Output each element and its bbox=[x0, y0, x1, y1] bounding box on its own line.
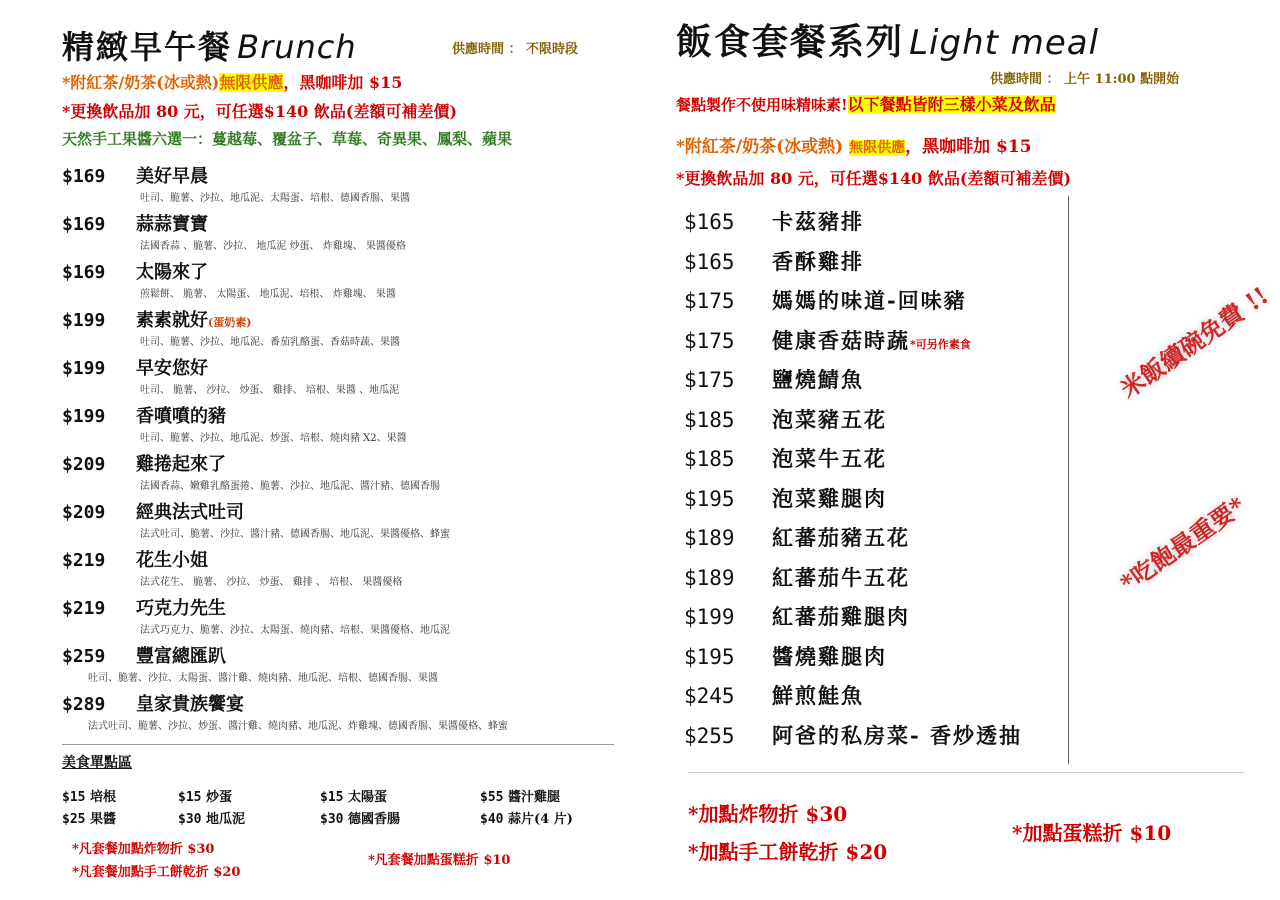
single-item bbox=[480, 808, 573, 827]
lightmeal-drink-change-note: *更換飲品加 80 元，可任選$140 飲品(差額可補差價) bbox=[676, 169, 1072, 188]
brunch-drink-note-text: *附紅茶/奶茶(冰或熱) bbox=[62, 73, 220, 92]
lightmeal-drink-note-text: *附紅茶/奶茶(冰或熱) bbox=[676, 137, 844, 157]
single-item bbox=[178, 808, 245, 827]
single-item-name: 炒蛋 bbox=[206, 790, 233, 805]
lightmeal-menu-item bbox=[684, 246, 864, 276]
lightmeal-menu-item bbox=[684, 443, 887, 473]
brunch-menu-item bbox=[62, 354, 208, 380]
lightmeal-item-price: $189 bbox=[684, 526, 735, 550]
brunch-item-description: 吐司、脆薯、沙拉、地瓜泥、炒蛋、培根、燒肉豬 X2、果醬 bbox=[140, 433, 407, 444]
brunch-menu-item bbox=[62, 498, 244, 524]
lightmeal-item-price: $165 bbox=[684, 210, 735, 234]
single-item bbox=[62, 786, 116, 805]
single-item-price: $30 bbox=[320, 812, 344, 827]
brunch-item-name: 豐富總匯趴 bbox=[136, 646, 226, 667]
brunch-item-name: 巧克力先生 bbox=[136, 598, 226, 619]
brunch-title-en: Brunch bbox=[237, 28, 357, 66]
brunch-drink-note bbox=[62, 70, 402, 93]
brunch-item-price: $259 bbox=[62, 646, 106, 667]
brunch-item-name: 蒜蒜寶寶 bbox=[136, 214, 208, 235]
brunch-drink-change-note: *更換飲品加 80 元，可任選$140 飲品(差額可補差價) bbox=[62, 102, 458, 121]
lightmeal-divider bbox=[688, 772, 1244, 773]
lightmeal-item-price: $195 bbox=[684, 644, 735, 669]
lightmeal-item-name: 健康香菇時蔬 bbox=[772, 327, 910, 353]
lightmeal-item-price: $175 bbox=[684, 289, 735, 313]
lightmeal-item-name: 紅蕃茄牛五花 bbox=[772, 564, 910, 590]
lightmeal-vertical-divider bbox=[1068, 196, 1069, 764]
brunch-menu-item bbox=[62, 450, 226, 476]
brunch-item-description: 法式花生、 脆薯、 沙拉、 炒蛋、 雞排 、 培根、 果醬優格 bbox=[140, 577, 403, 588]
lightmeal-menu-item bbox=[684, 562, 910, 592]
lightmeal-item-price: $175 bbox=[684, 368, 735, 392]
rice-refill-stamp: 米飯續碗免費 !! bbox=[1114, 280, 1274, 404]
single-item-name: 培根 bbox=[90, 790, 117, 805]
single-item-price: $40 bbox=[480, 812, 504, 827]
brunch-item-price: $199 bbox=[62, 310, 106, 331]
single-item-name: 地瓜泥 bbox=[206, 812, 246, 827]
brunch-item-name: 太陽來了 bbox=[136, 262, 208, 283]
brunch-item-name: 雞捲起來了 bbox=[136, 454, 226, 475]
brunch-item-name: 香噴噴的豬 bbox=[136, 406, 226, 427]
single-items-title: 美食單點區 bbox=[62, 755, 132, 771]
lightmeal-item-price: $255 bbox=[684, 723, 735, 748]
lightmeal-menu-item bbox=[684, 483, 887, 513]
eat-full-stamp: *吃飽最重要* bbox=[1114, 490, 1251, 598]
brunch-coffee-note: ，黑咖啡加 $15 bbox=[283, 73, 403, 92]
brunch-jam-note: 天然手工果醬六選一：蔓越莓、覆盆子、草莓、奇異果、鳳梨、蘋果 bbox=[62, 130, 513, 148]
brunch-title-zh: 精緻早午餐 bbox=[62, 28, 233, 66]
brunch-item-description: 吐司、脆薯、沙拉、地瓜泥、太陽蛋、培根、德國香腸、果醬 bbox=[140, 193, 410, 204]
brunch-item-tag: (蛋奶素) bbox=[208, 316, 252, 329]
brunch-item-description: 煎鬆餅、 脆薯、 太陽蛋、 地瓜泥、培根、 炸雞塊、 果醬 bbox=[140, 289, 396, 300]
brunch-item-price: $209 bbox=[62, 454, 106, 475]
lightmeal-item-name: 泡菜雞腿肉 bbox=[772, 485, 887, 511]
single-item bbox=[480, 786, 560, 805]
single-item-price: $30 bbox=[178, 812, 202, 827]
lightmeal-menu-item bbox=[684, 404, 887, 434]
single-item-price: $15 bbox=[178, 790, 202, 805]
brunch-item-name: 早安您好 bbox=[136, 358, 208, 379]
lightmeal-item-price: $189 bbox=[684, 565, 735, 590]
lightmeal-item-price: $175 bbox=[684, 328, 735, 353]
brunch-item-price: $199 bbox=[62, 406, 106, 427]
brunch-item-name: 花生小姐 bbox=[136, 550, 208, 571]
brunch-item-description: 吐司、 脆薯、 沙拉、 炒蛋、 雞排、 培根、果醬 、地瓜泥 bbox=[140, 385, 400, 396]
lightmeal-includes-highlight: 以下餐點皆附三樣小菜及飲品 bbox=[847, 95, 1056, 114]
lightmeal-item-price: $185 bbox=[684, 407, 735, 432]
lightmeal-addon-cake: *加點蛋糕折 $10 bbox=[1012, 821, 1172, 845]
lightmeal-hours: 供應時間 ： 上午 11:00 點開始 bbox=[990, 72, 1180, 87]
brunch-item-description: 法式吐司、脆薯、沙拉、醬汁豬、德國香腸、地瓜泥、果醬優格、蜂蜜 bbox=[140, 529, 450, 540]
lightmeal-item-price: $185 bbox=[684, 447, 735, 471]
lightmeal-menu-item bbox=[684, 206, 864, 236]
single-item-price: $25 bbox=[62, 812, 86, 827]
single-item-name: 果醬 bbox=[90, 812, 117, 827]
lightmeal-title-en: Light meal bbox=[909, 23, 1100, 63]
lightmeal-addon-fried: *加點炸物折 $30 bbox=[688, 802, 848, 826]
brunch-menu-item bbox=[62, 402, 226, 428]
lightmeal-menu-item bbox=[684, 325, 971, 355]
single-item-price: $15 bbox=[62, 790, 86, 805]
single-item-price: $55 bbox=[480, 790, 504, 805]
lightmeal-no-msg-text: 餐點製作不使用味精味素! bbox=[676, 96, 848, 114]
brunch-item-price: $219 bbox=[62, 598, 106, 619]
lightmeal-coffee-note: ，黑咖啡加 $15 bbox=[905, 137, 1032, 157]
brunch-item-price: $169 bbox=[62, 214, 106, 235]
lightmeal-item-name: 泡菜牛五花 bbox=[772, 446, 887, 471]
lightmeal-item-tag: *可另作素食 bbox=[910, 337, 971, 351]
brunch-item-price: $169 bbox=[62, 166, 106, 187]
lightmeal-title-zh: 飯食套餐系列 bbox=[676, 21, 905, 63]
brunch-item-name: 美好早晨 bbox=[136, 166, 208, 187]
brunch-menu-item bbox=[62, 594, 226, 620]
brunch-item-price: $209 bbox=[62, 502, 106, 523]
brunch-menu-item bbox=[62, 258, 208, 284]
brunch-addon-fried: *凡套餐加點炸物折 $30 bbox=[72, 842, 215, 857]
lightmeal-addon-cookie: *加點手工餅乾折 $20 bbox=[688, 840, 888, 864]
single-item bbox=[320, 786, 387, 805]
lightmeal-item-name: 醬燒雞腿肉 bbox=[772, 643, 887, 669]
lightmeal-drink-note bbox=[676, 132, 1032, 157]
single-item bbox=[320, 808, 400, 827]
brunch-item-price: $289 bbox=[62, 694, 106, 715]
lightmeal-menu-item bbox=[684, 364, 864, 394]
lightmeal-item-price: $199 bbox=[684, 605, 735, 629]
brunch-menu-item bbox=[62, 642, 226, 668]
brunch-menu-item bbox=[62, 546, 208, 572]
brunch-addon-cake: *凡套餐加點蛋糕折 $10 bbox=[368, 853, 511, 868]
brunch-item-description: 吐司、脆薯、沙拉、地瓜泥、番茄乳酪蛋、香菇時蔬、果醬 bbox=[140, 337, 400, 348]
brunch-unlimited-highlight: 無限供應 bbox=[219, 73, 284, 92]
lightmeal-menu-item bbox=[684, 720, 1022, 750]
lightmeal-item-name: 卡茲豬排 bbox=[772, 209, 864, 234]
single-item bbox=[62, 808, 116, 827]
lightmeal-msg-note bbox=[676, 92, 1056, 115]
brunch-menu-item bbox=[62, 210, 208, 236]
brunch-item-description: 法式巧克力、脆薯、沙拉、太陽蛋、燒肉豬、培根、果醬優格、地瓜泥 bbox=[140, 625, 450, 636]
brunch-item-name: 素素就好 bbox=[136, 310, 208, 331]
lightmeal-menu-item bbox=[684, 285, 967, 315]
single-item-name: 蒜片(4 片) bbox=[508, 812, 573, 827]
brunch-item-description: 法國香蒜、嫩雞乳酪蛋捲、脆薯、沙拉、地瓜泥、醬汁豬、德國香腸 bbox=[140, 481, 440, 492]
brunch-menu-item bbox=[62, 690, 244, 716]
lightmeal-item-name: 紅蕃茄豬五花 bbox=[772, 525, 910, 550]
lightmeal-item-price: $195 bbox=[684, 486, 735, 511]
brunch-addon-cookie: *凡套餐加點手工餅乾折 $20 bbox=[72, 865, 241, 880]
brunch-item-name: 皇家貴族饗宴 bbox=[136, 694, 244, 715]
brunch-item-description: 法國香蒜 、脆薯、沙拉、 地瓜泥 炒蛋、 炸雞塊、 果醬優格 bbox=[140, 241, 406, 252]
lightmeal-menu-item bbox=[684, 641, 887, 671]
lightmeal-menu-item bbox=[684, 522, 910, 552]
lightmeal-unlimited-highlight: 無限供應 bbox=[849, 140, 906, 156]
brunch-divider bbox=[62, 744, 614, 745]
brunch-item-description: 吐司、脆薯、沙拉、太陽蛋、醬汁雞、燒肉豬、地瓜泥、培根、德國香腸、果醬 bbox=[88, 673, 438, 684]
brunch-item-price: $199 bbox=[62, 358, 106, 379]
lightmeal-menu-item bbox=[684, 680, 864, 710]
brunch-menu-item bbox=[62, 306, 251, 332]
brunch-title bbox=[62, 22, 357, 68]
lightmeal-item-name: 鮮煎鮭魚 bbox=[772, 683, 864, 708]
brunch-item-description: 法式吐司、脆薯、沙拉、炒蛋、醬汁雞、燒肉豬、地瓜泥、炸雞塊、德國香腸、果醬優格、蜂蜜 bbox=[88, 721, 508, 732]
lightmeal-menu-item bbox=[684, 601, 910, 631]
lightmeal-item-name: 鹽燒鯖魚 bbox=[772, 367, 864, 392]
single-item-price: $15 bbox=[320, 790, 344, 805]
brunch-item-price: $219 bbox=[62, 550, 106, 571]
single-item-name: 醬汁雞腿 bbox=[508, 790, 561, 805]
single-item bbox=[178, 786, 232, 805]
single-item-name: 太陽蛋 bbox=[348, 790, 388, 805]
lightmeal-title bbox=[676, 14, 1099, 65]
single-item-name: 德國香腸 bbox=[348, 812, 401, 827]
lightmeal-item-name: 媽媽的味道-回味豬 bbox=[772, 288, 967, 313]
brunch-item-name: 經典法式吐司 bbox=[136, 502, 244, 523]
brunch-hours: 供應時間 ： 不限時段 bbox=[452, 42, 579, 57]
lightmeal-item-price: $245 bbox=[684, 684, 735, 708]
lightmeal-item-name: 泡菜豬五花 bbox=[772, 406, 887, 432]
lightmeal-item-price: $165 bbox=[684, 249, 735, 274]
lightmeal-item-name: 紅蕃茄雞腿肉 bbox=[772, 604, 910, 629]
brunch-menu-item bbox=[62, 162, 208, 188]
brunch-item-price: $169 bbox=[62, 262, 106, 283]
lightmeal-item-name: 香酥雞排 bbox=[772, 248, 864, 274]
lightmeal-item-name: 阿爸的私房菜- 香炒透抽 bbox=[772, 722, 1023, 748]
